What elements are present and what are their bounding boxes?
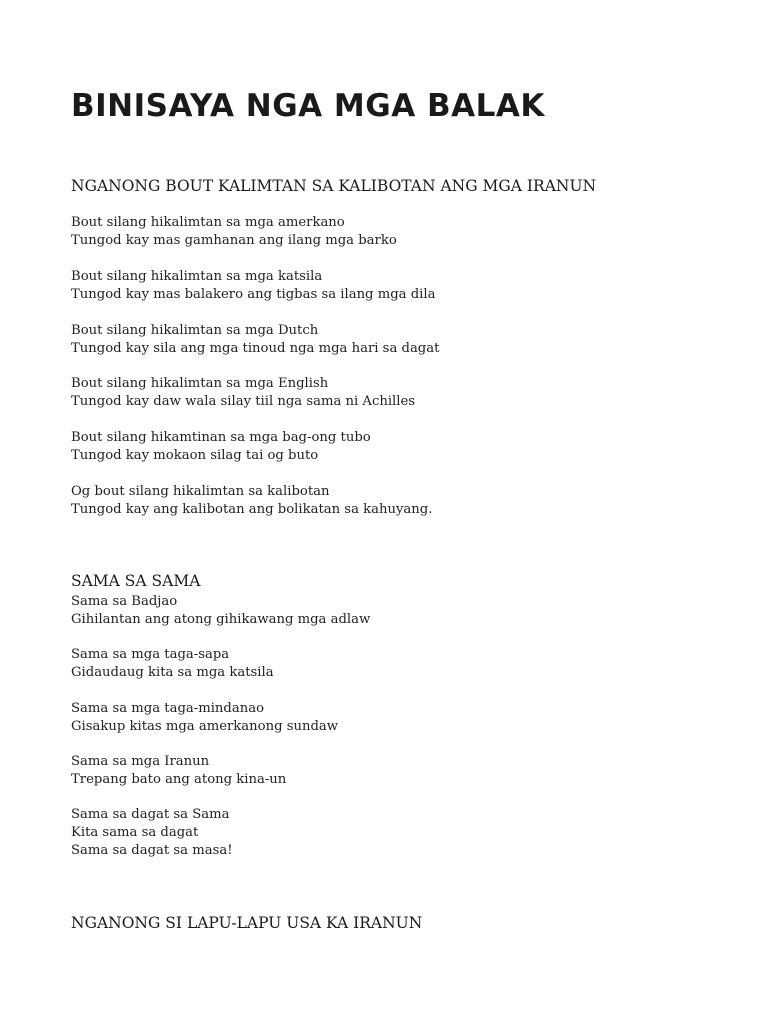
poem-line: Bout silang hikalimtan sa mga English [71, 376, 329, 391]
poem-title: SAMA SA SAMA [71, 572, 201, 590]
stanza [71, 753, 286, 789]
poem-line: Trepang bato ang atong kina-un [71, 772, 287, 787]
poem-title: NGANONG BOUT KALIMTAN SA KALIBOTAN ANG MGA IRANUN [71, 177, 597, 195]
poem-line: Tungod kay mokaon silag tai og buto [71, 448, 319, 463]
poem-line: Tungod kay daw wala silay tiil nga sama ni Achilles [71, 394, 416, 409]
poem-line: Gihilantan ang atong gihikawang mga adlaw [71, 612, 371, 627]
poem-line: Bout silang hikalimtan sa mga amerkano [71, 215, 345, 230]
stanza [71, 268, 435, 304]
poem-line: Tungod kay mas balakero ang tigbas sa ilang mga dila [71, 287, 436, 302]
poem-line: Tungod kay sila ang mga tinoud nga mga hari sa dagat [71, 341, 440, 356]
poem-line: Sama sa dagat sa masa! [71, 843, 233, 858]
poem-line: Sama sa Badjao [71, 594, 178, 609]
stanza [71, 214, 397, 250]
poem-line: Tungod kay ang kalibotan ang bolikatan sa kahuyang. [71, 502, 433, 517]
document-title: BINISAYA NGA MGA BALAK [71, 88, 545, 124]
stanza [71, 593, 370, 629]
stanza [71, 806, 233, 860]
poem-line: Og bout silang hikalimtan sa kalibotan [71, 484, 330, 499]
poem-line: Gidaudaug kita sa mga katsila [71, 665, 274, 680]
poem-line: Bout silang hikalimtan sa mga katsila [71, 269, 323, 284]
poem-title: NGANONG SI LAPU-LAPU USA KA IRANUN [71, 914, 423, 932]
poem-line: Sama sa mga taga-mindanao [71, 701, 265, 716]
stanza [71, 646, 274, 682]
stanza [71, 322, 439, 358]
poem-line: Kita sama sa dagat [71, 825, 199, 840]
poem-line: Gisakup kitas mga amerkanong sundaw [71, 719, 339, 734]
poem-line: Sama sa mga Iranun [71, 754, 210, 769]
poem-line: Sama sa dagat sa Sama [71, 807, 230, 822]
poem-line: Tungod kay mas gamhanan ang ilang mga barko [71, 233, 397, 248]
poem-line: Bout silang hikalimtan sa mga Dutch [71, 323, 319, 338]
poem-line: Bout silang hikamtinan sa mga bag-ong tubo [71, 430, 371, 445]
stanza [71, 483, 432, 519]
stanza [71, 700, 338, 736]
stanza [71, 429, 371, 465]
stanza [71, 375, 415, 411]
poem-line: Sama sa mga taga-sapa [71, 647, 230, 662]
